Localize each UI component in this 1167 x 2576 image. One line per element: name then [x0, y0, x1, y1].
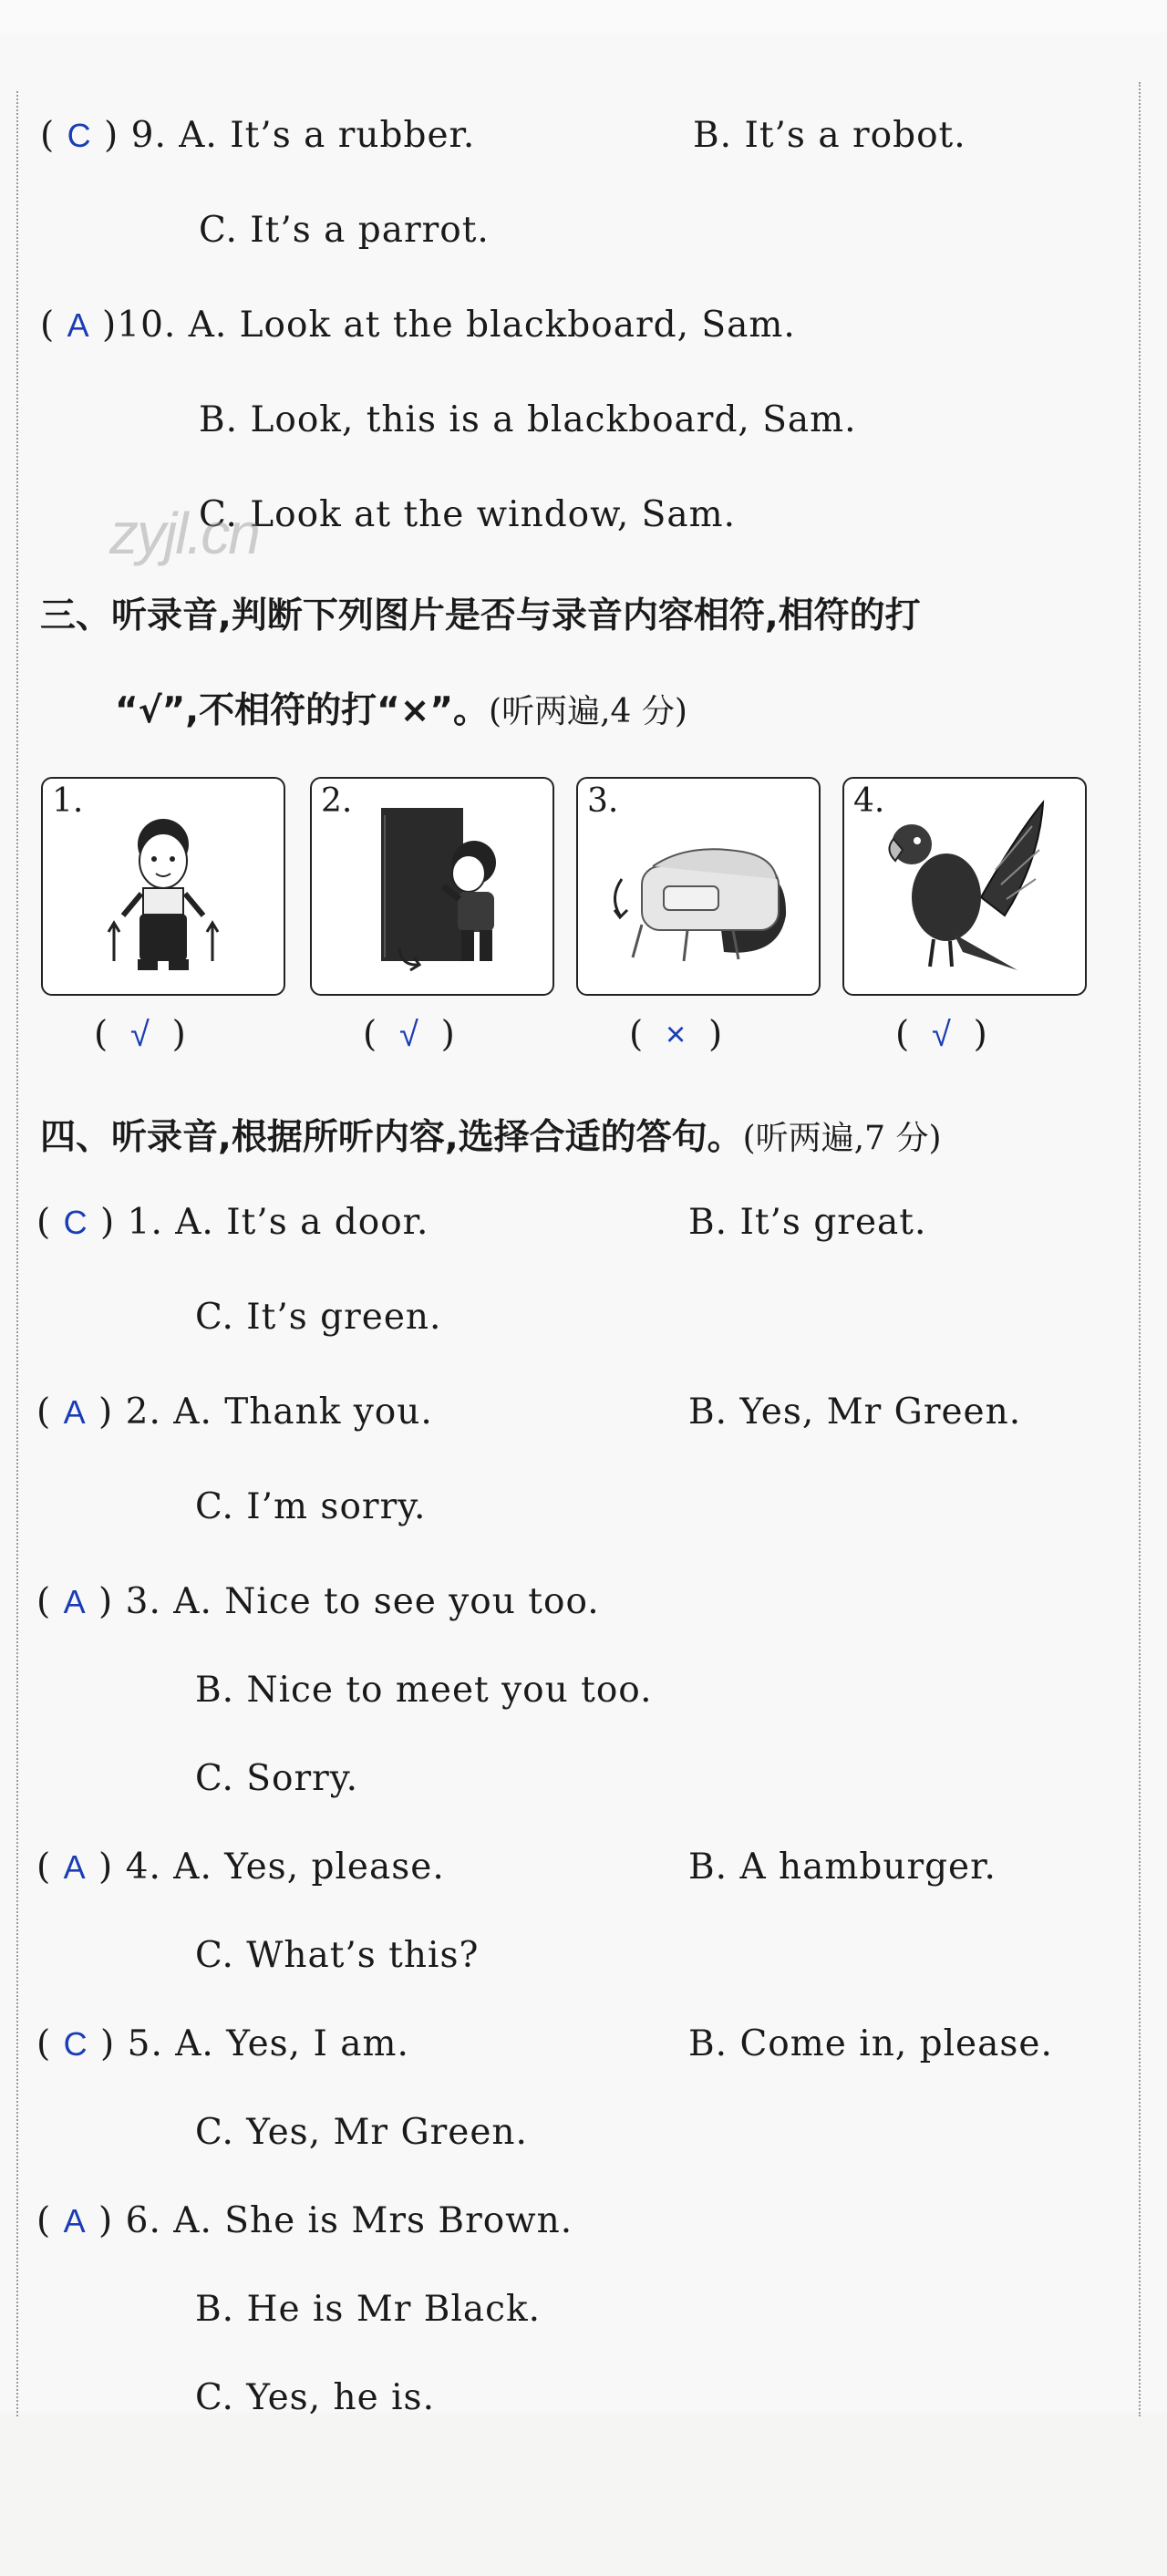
picture-2-mark: ( √ ) — [363, 1014, 455, 1055]
question-10-option-c: C. Look at the window, Sam. — [199, 494, 737, 535]
left-margin-line — [16, 91, 18, 2416]
top-strip — [0, 0, 1167, 33]
question-5-row: ( C ) 5. A. Yes, I am. — [36, 2023, 409, 2064]
parrot-icon — [844, 779, 1085, 994]
question-1-option-b: B. It’s great. — [688, 1202, 927, 1243]
answer-mark: A — [67, 306, 90, 344]
schoolbag-icon — [578, 779, 819, 994]
question-5-option-c: C. Yes, Mr Green. — [195, 2112, 528, 2153]
question-number: 10. — [117, 305, 177, 346]
question-9-option-b: B. It’s a robot. — [693, 115, 966, 156]
question-number: 5. — [127, 2023, 163, 2064]
section-3-title: 三、听录音,判断下列图片是否与录音内容相符,相符的打 — [40, 595, 921, 636]
answer-mark: A — [63, 1583, 87, 1620]
section-3-title-line2: “√”,不相符的打“×”。(听两遍,4 分) — [115, 690, 687, 731]
answer-mark: A — [63, 2202, 87, 2240]
option-a: A. Nice to see you too. — [173, 1581, 600, 1622]
right-margin-line — [1139, 82, 1141, 2416]
boy-at-door-icon — [312, 779, 553, 994]
answer-mark: C — [67, 117, 92, 154]
question-number: 4. — [125, 1847, 161, 1888]
question-number: 9. — [130, 115, 167, 156]
option-a: A. Thank you. — [173, 1391, 433, 1433]
question-9-row: ( C ) 9. A. It’s a rubber. — [40, 115, 476, 156]
answer-mark: A — [63, 1393, 87, 1431]
question-2-option-b: B. Yes, Mr Green. — [688, 1391, 1022, 1433]
answer-mark: C — [63, 1204, 88, 1241]
answer-mark: √ — [130, 1016, 150, 1054]
section-4-note: (听两遍,7 分) — [742, 1120, 942, 1157]
answer-mark: A — [63, 1848, 87, 1886]
question-number: 2. — [125, 1391, 161, 1433]
answer-mark: × — [666, 1016, 687, 1054]
question-6-option-b: B. He is Mr Black. — [195, 2289, 542, 2330]
section-4-title: 四、听录音,根据所听内容,选择合适的答句。(听两遍,7 分) — [40, 1117, 942, 1158]
option-a: A. Yes, please. — [173, 1847, 445, 1888]
picture-number: 2. — [321, 782, 353, 820]
question-1-row: ( C ) 1. A. It’s a door. — [36, 1202, 429, 1243]
question-2-row: ( A ) 2. A. Thank you. — [36, 1391, 433, 1433]
question-3-row: ( A ) 3. A. Nice to see you too. — [36, 1581, 600, 1622]
picture-4-mark: ( √ ) — [895, 1014, 987, 1055]
picture-3-mark: ( × ) — [629, 1014, 723, 1055]
answer-mark: √ — [932, 1016, 951, 1054]
question-2-option-c: C. I’m sorry. — [195, 1486, 427, 1527]
question-4-row: ( A ) 4. A. Yes, please. — [36, 1847, 445, 1888]
picture-box-2 — [310, 777, 554, 996]
question-10-option-b: B. Look, this is a blackboard, Sam. — [199, 399, 857, 440]
picture-box-1 — [41, 777, 285, 996]
answer-mark: √ — [399, 1016, 418, 1054]
option-a: A. Look at the blackboard, Sam. — [188, 305, 796, 346]
question-4-option-b: B. A hamburger. — [688, 1847, 997, 1888]
picture-number: 3. — [587, 782, 619, 820]
question-number: 6. — [125, 2200, 161, 2241]
picture-number: 4. — [853, 782, 885, 820]
question-9-option-c: C. It’s a parrot. — [199, 210, 490, 251]
question-5-option-b: B. Come in, please. — [688, 2023, 1053, 2064]
watermark-text: zyjl.cn — [109, 501, 259, 566]
option-a: A. It’s a door. — [175, 1202, 429, 1243]
option-a: A. She is Mrs Brown. — [173, 2200, 573, 2241]
section-3-note: (听两遍,4 分) — [489, 693, 687, 730]
question-6-option-c: C. Yes, he is. — [195, 2377, 435, 2418]
question-6-row: ( A ) 6. A. She is Mrs Brown. — [36, 2200, 573, 2241]
question-number: 1. — [127, 1202, 163, 1243]
picture-box-3 — [576, 777, 821, 996]
question-4-option-c: C. What’s this? — [195, 1935, 480, 1976]
option-a: A. It’s a rubber. — [179, 115, 476, 156]
answer-mark: C — [63, 2025, 88, 2063]
question-number: 3. — [125, 1581, 161, 1622]
picture-number: 1. — [52, 782, 84, 820]
question-1-option-c: C. It’s green. — [195, 1297, 442, 1338]
picture-1-mark: ( √ ) — [94, 1014, 186, 1055]
question-10-row: ( A )10. A. Look at the blackboard, Sam. — [40, 305, 796, 346]
picture-box-4 — [842, 777, 1087, 996]
question-3-option-b: B. Nice to meet you too. — [195, 1670, 653, 1711]
question-3-option-c: C. Sorry. — [195, 1758, 358, 1799]
option-a: A. Yes, I am. — [175, 2023, 409, 2064]
boy-arms-up-icon — [43, 779, 284, 994]
